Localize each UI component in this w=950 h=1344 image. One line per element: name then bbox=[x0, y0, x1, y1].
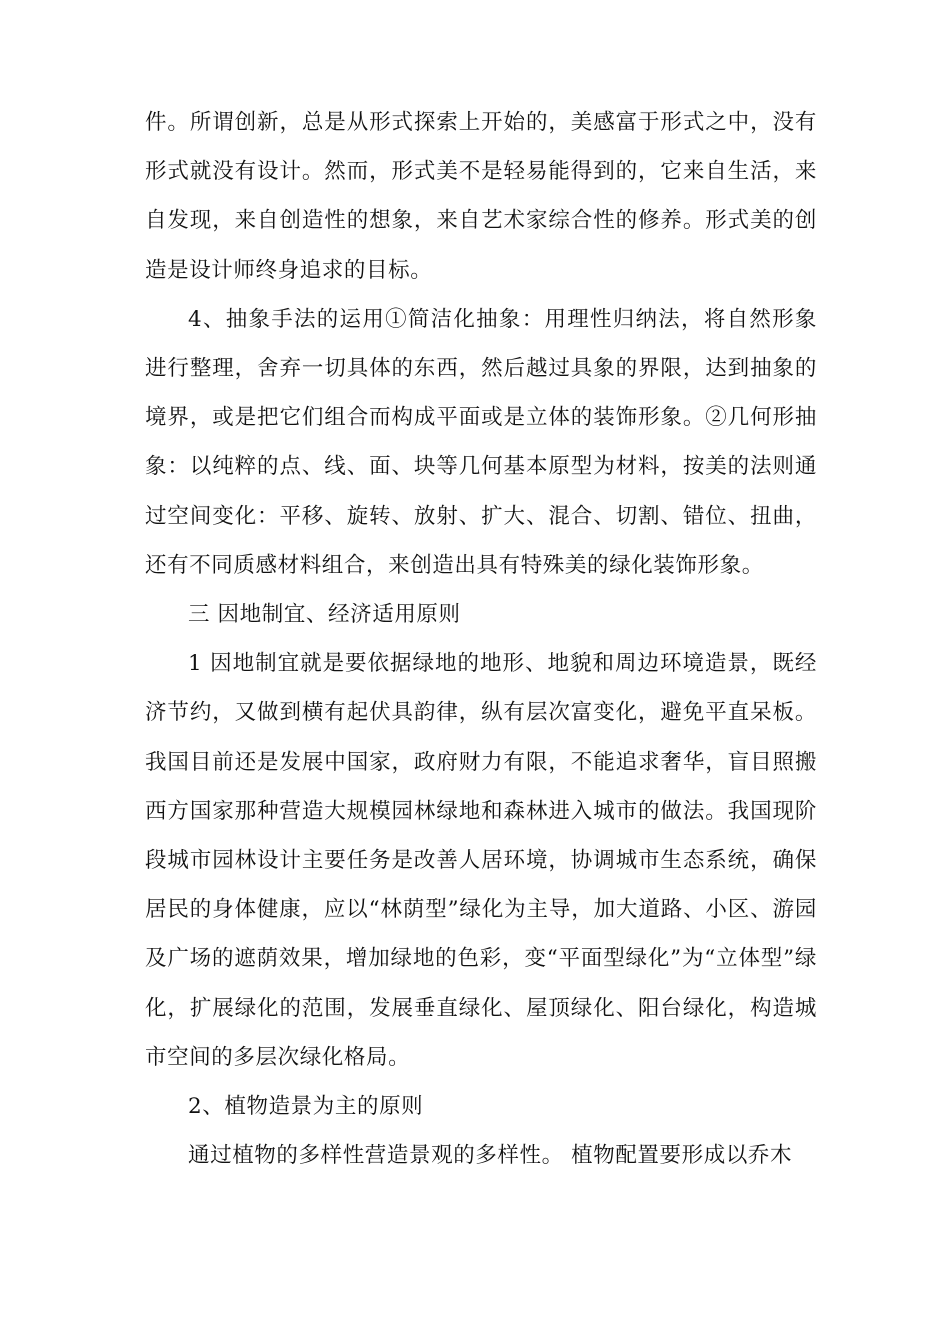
paragraph-continuation: 件。所谓创新，总是从形式探索上开始的，美感富于形式之中，没有形式就没有设计。然而，形式美不是轻易能得到的，它来自生活，来自发现，来自创造性的想象，来自艺术家综合性的修养。形式美的创造是设计师终身追求的目标。 bbox=[145, 110, 817, 283]
document-body bbox=[145, 98, 817, 1180]
section-heading-local-conditions: 三 因地制宜、经济适用原则 bbox=[188, 602, 461, 628]
paragraph-abstraction-technique: 4、抽象手法的运用①简洁化抽象：用理性归纳法，将自然形象进行整理，舍弃一切具体的东西，然后越过具象的界限，达到抽象的境界，或是把它们组合而构成平面或是立体的装饰形象。②几何形抽象：以纯粹的点、线、面、块等几何基本原型为材料，按美的法则通过空间变化：平移、旋转、放射、扩大、混合、切割、错位、扭曲，还有不同质感材料组合，来创造出具有特殊美的绿化装饰形象。 bbox=[145, 306, 817, 578]
paragraph-local-conditions: 1 因地制宜就是要依据绿地的地形、地貌和周边环境造景，既经济节约，又做到横有起伏具韵律，纵有层次富变化，避免平直呆板。我国目前还是发展中国家，政府财力有限，不能追求奢华，盲目照搬西方国家那种营造大规模园林绿地和森林进入城市的做法。我国现阶段城市园林设计主要任务是改善人居环境，协调城市生态系统，确保居民的身体健康，应以“林荫型”绿化为主导，加大道路、小区、游园及广场的遮荫效果，增加绿地的色彩，变“平面型绿化”为“立体型”绿化，扩展绿化的范围，发展垂直绿化、屋顶绿化、阳台绿化，构造城市空间的多层次绿化格局。 bbox=[145, 651, 817, 1070]
subheading-plant-landscaping: 2、植物造景为主的原则 bbox=[188, 1094, 424, 1120]
paragraph-plant-diversity: 通过植物的多样性营造景观的多样性。 植物配置要形成以乔木 bbox=[188, 1143, 793, 1169]
